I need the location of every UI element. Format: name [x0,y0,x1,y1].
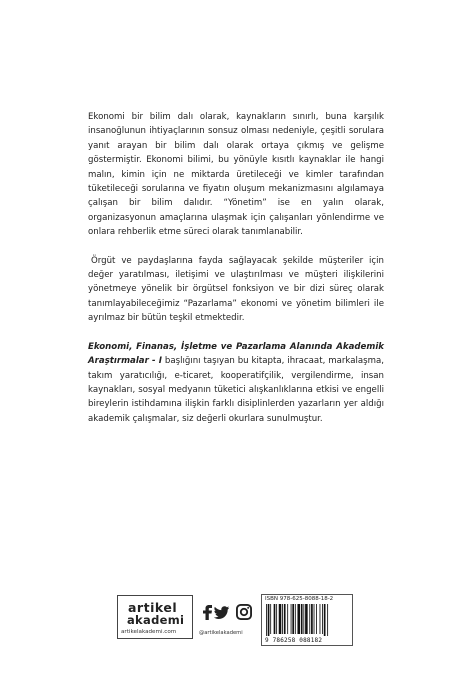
facebook-icon [199,603,215,621]
barcode-bar [316,604,317,634]
paragraph-2: Örgüt ve paydaşlarına fayda sağlayacak şekilde müşteriler için değer yaratılması, iletişimi ve ulaştırılması ve müşteri ilişkilerini yönetmeye yönelik bir örgütsel fonksiyon ve bir dizi süreç olarak tanımlayabileceğimiz “Pazarlama” ekonomi ve yönetim bilimleri ile ayrılmaz bir bütün teşkil etmektedir. [88,255,384,324]
book-title: Ekonomi, Finanas, İşletme ve Pazarlama Alanında Akademik Araştırmalar - I [88,341,384,367]
barcode-bar [284,604,286,634]
social-handle: @artikelakademi [199,630,243,636]
barcode-bar [303,604,304,634]
barcode-bar [287,604,288,634]
barcode-bar [322,604,323,634]
closing-text: başlığını taşıyan bu kitapta, ihracaat, markalaşma, takım yaratıcılığı, e-ticaret, kooperatifçilik, vergilendirme, insan kaynakları, sosyal medyanın tüketici alışkanlıklarına etkisi ve engelli bireylerin istihdamına ilişkin farklı disiplinlerden yazarların yer aldığı akademik çalışmalar, siz değerli okurlara sunulmuştur. [88,356,384,424]
paragraph-3 [88,340,384,426]
logo-line-2: akademi [127,613,185,627]
barcode-bar [314,604,315,634]
barcode-number: 9 786258 088182 [265,637,323,644]
barcode-bar [279,604,282,634]
isbn-barcode [261,594,353,646]
barcode-bar [311,604,313,634]
publisher-website: artikelakademi.com [121,629,177,635]
barcode-bar [274,604,276,634]
instagram-icon [236,603,252,621]
blurb-text [88,110,384,440]
barcode-bar [324,604,326,636]
twitter-icon [214,603,230,621]
barcode-bar [305,604,308,634]
barcode-bar [295,604,296,634]
barcode-bar [291,604,292,634]
barcode-bar [266,604,267,636]
barcode-bar [297,604,300,634]
logo-line-1: artikel [128,600,178,615]
publisher-footer [117,595,353,647]
publisher-logo [117,595,193,639]
barcode-bar [292,604,294,634]
barcode-bar [309,604,310,634]
barcode-bar [276,604,277,634]
social-icons [199,603,255,636]
barcode-bar [320,604,321,634]
isbn-label: ISBN 978-625-8088-18-2 [265,596,334,602]
barcode-bar [282,604,283,634]
paragraph-1: Ekonomi bir bilim dalı olarak, kaynakların sınırlı, buna karşılık insanoğlunun ihtiyaçlarının sonsuz olması nedeniyle, çeşitli sorulara yanıt arayan bir bilim dalı olarak ortaya çıkmış ve gelişme göstermiştir. Ekonomi bilimi, bu yönüyle kısıtlı kaynaklar ile hangi malın, kimin için ne miktarda üretileceği ve kimler tarafından tüketileceği sorularına ve fiyatın oluşum mekanizmasını algılamaya çalışan bir bilim dalıdır. “Yönetim” ise en yalın olarak, organizasyonun amaçlarına ulaşmak için çalışanları yönlendirme ve onlara rehberlik etme süreci olarak tanımlanabilir. [88,112,384,238]
barcode-bars [265,604,349,636]
barcode-bar [268,604,270,636]
barcode-bar [301,604,303,634]
barcode-bar [327,604,328,636]
barcode-bar [270,604,271,634]
